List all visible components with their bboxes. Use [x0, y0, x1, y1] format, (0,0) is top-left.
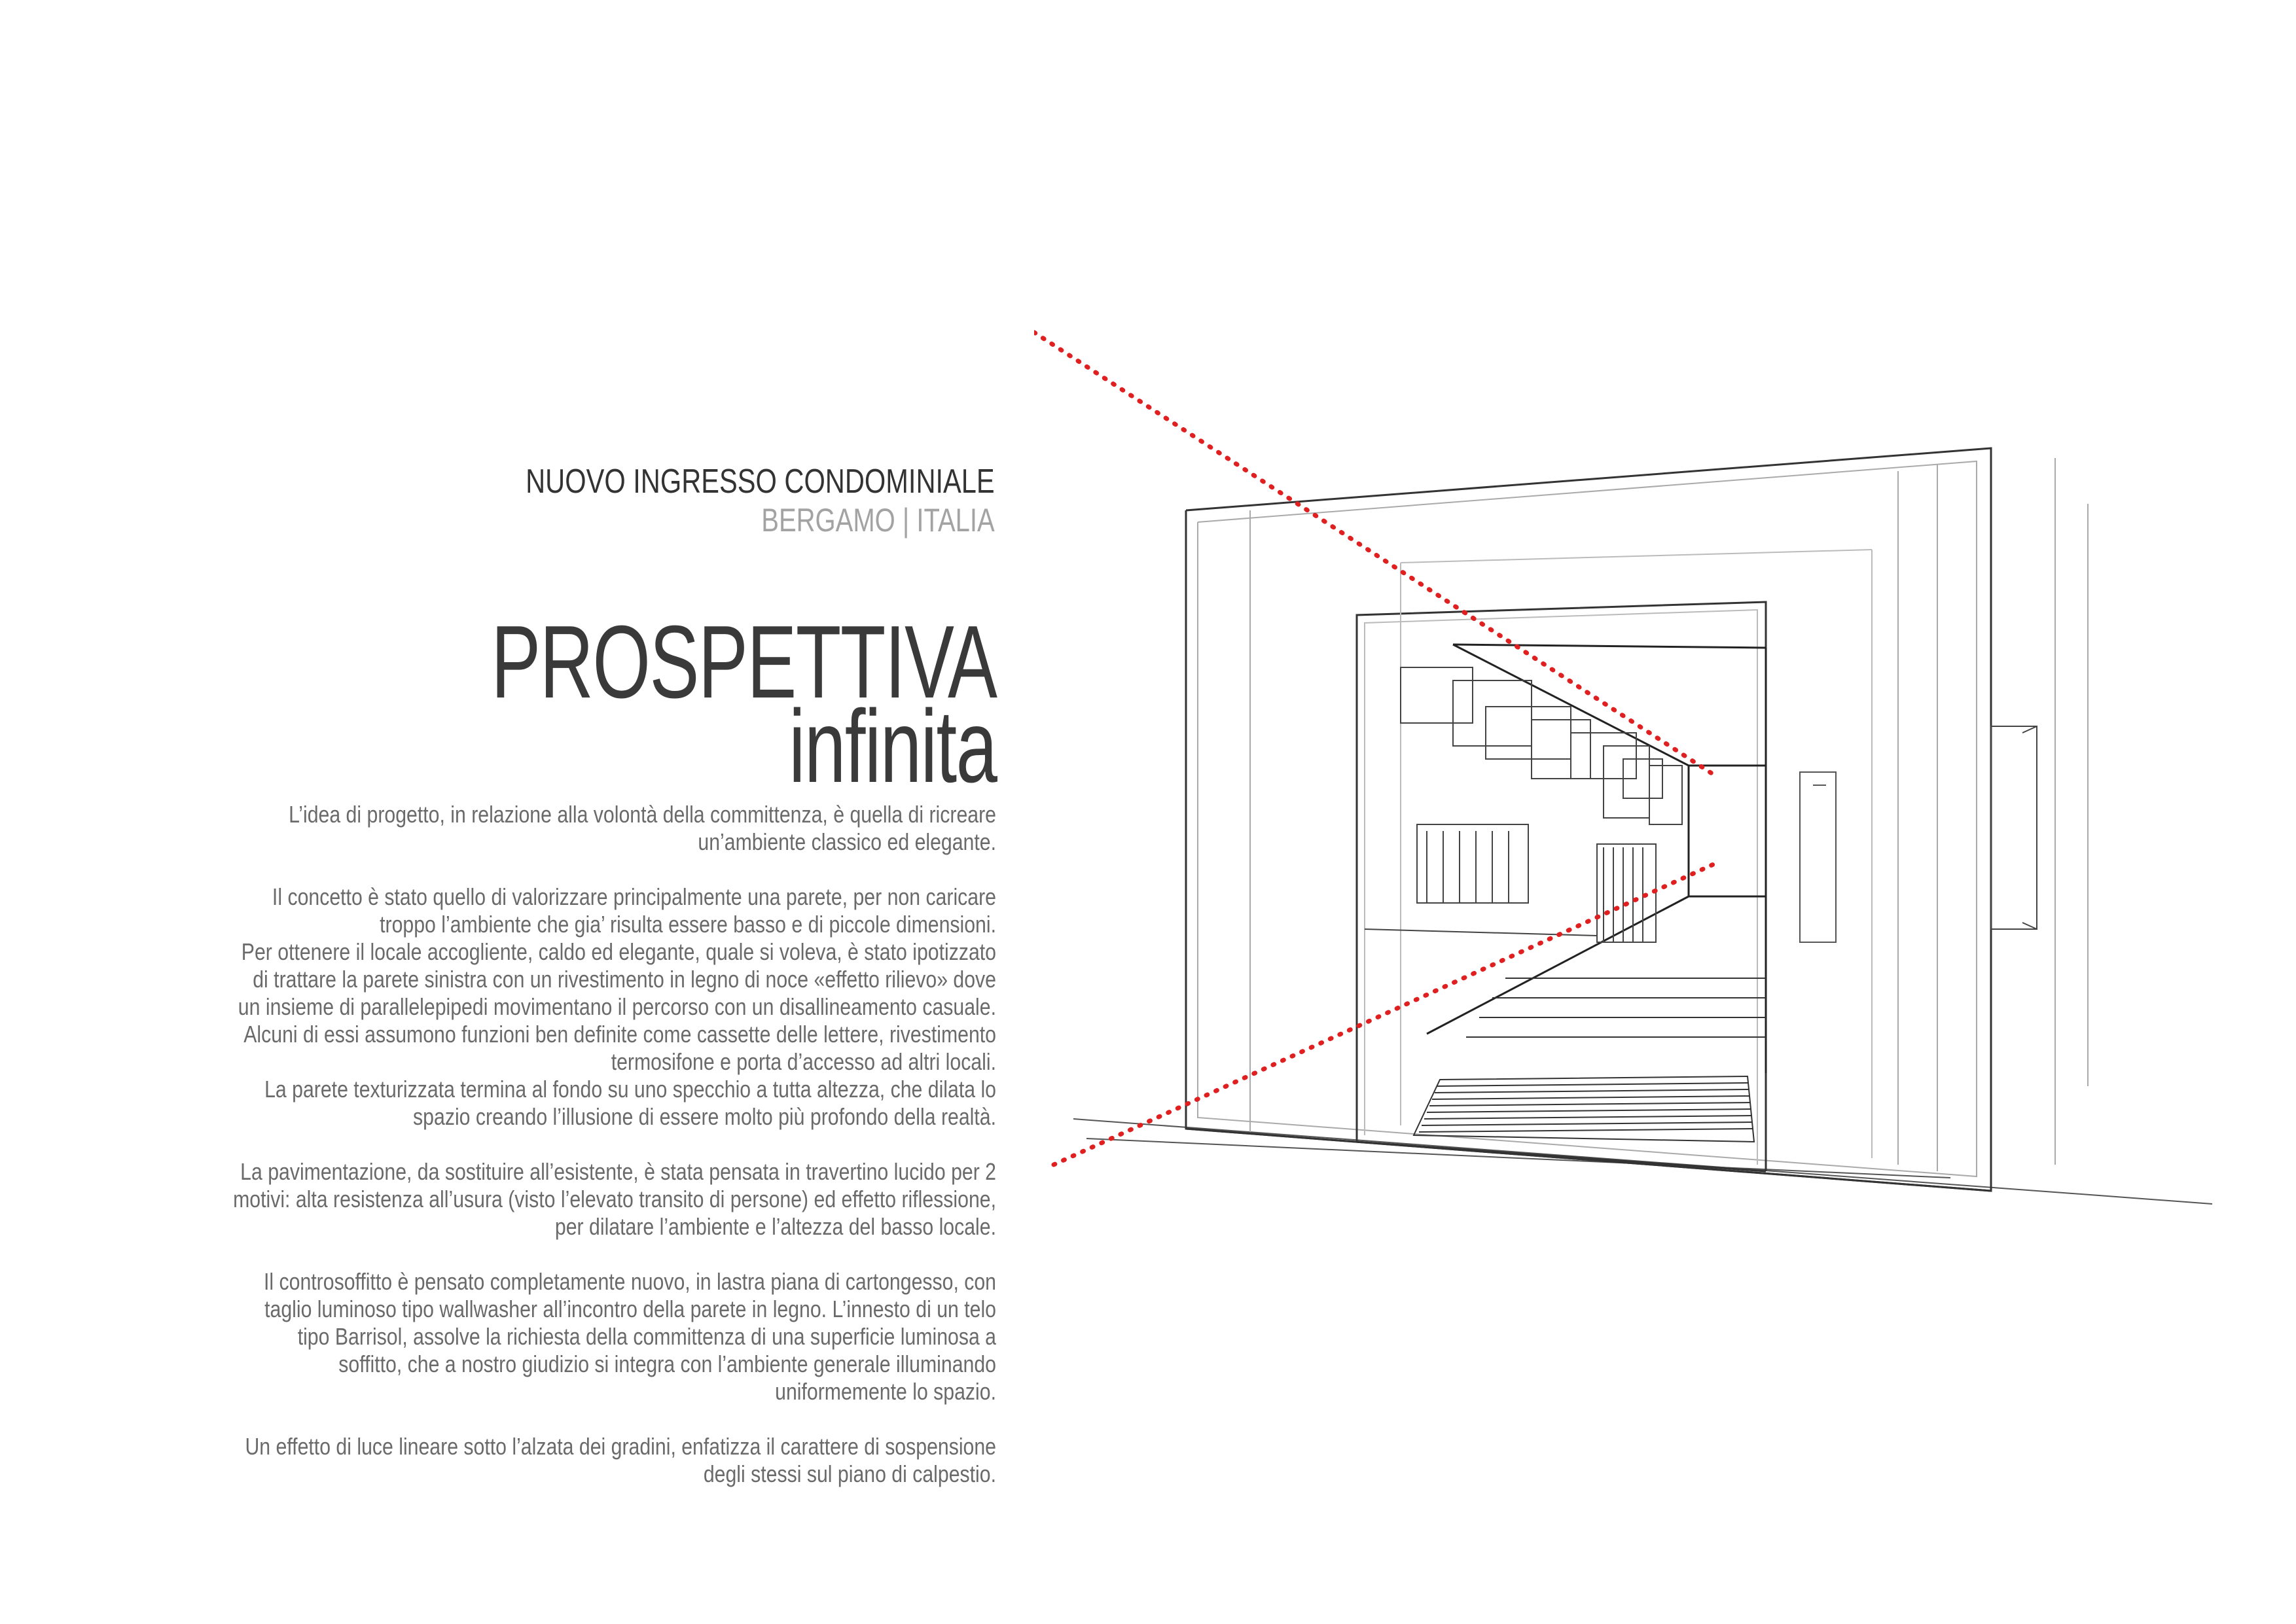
text-line: un insieme di parallelepipedi movimentano il percorso con un disallineamento casuale.: [238, 993, 997, 1020]
outer-frame: [1186, 448, 1991, 1191]
text-line: termosifone e porta d’accesso ad altri locali.: [611, 1048, 996, 1075]
text-line: degli stessi sul piano di calpestio.: [703, 1460, 996, 1487]
text-line: taglio luminoso tipo wallwasher all’incontro della parete in legno. L’innesto di un telo: [264, 1296, 996, 1322]
paragraph-flooring: [14, 1158, 996, 1241]
paragraph-ceiling: [14, 1268, 996, 1405]
text-line: Il concetto è stato quello di valorizzare principalmente una parete, per non caricare: [272, 883, 997, 910]
text-line: Il controsoffitto è pensato completamente nuovo, in lastra piana di cartongesso, con: [264, 1268, 996, 1295]
text-line: La pavimentazione, da sostituire all’esistente, è stata pensata in travertino lucido per 2: [240, 1158, 997, 1185]
text-line: soffitto, che a nostro giudizio si integra con l’ambiente generale illuminando: [338, 1350, 996, 1377]
text-line: Alcuni di essi assumono funzioni ben definite come cassette delle lettere, rivestimento: [243, 1021, 996, 1048]
perspective-guide-lines: [1034, 332, 1715, 1165]
text-line: un’ambiente classico ed elegante.: [698, 828, 996, 855]
door: [1800, 772, 1836, 942]
paragraph-concept: [14, 883, 996, 1131]
text-line: spazio creando l’illusione di essere molto più profondo della realtà.: [413, 1103, 996, 1130]
inner-portal: [1357, 602, 1766, 1171]
text-line: di trattare la parete sinistra con un rivestimento in legno di noce «effetto rilievo» dove: [253, 966, 996, 993]
text-line: Per ottenere il locale accogliente, caldo ed elegante, quale si voleva, è stato ipotizzato: [241, 938, 996, 965]
text-line: troppo l’ambiente che gia’ risulta essere basso e di piccole dimensioni.: [380, 911, 996, 938]
perspective-wireframe-drawing: [1034, 314, 2251, 1230]
sub-title: infinita: [789, 689, 997, 804]
text-line: tipo Barrisol, assolve la richiesta della committenza di una superficie luminosa a: [297, 1323, 996, 1350]
paragraph-lighting: [14, 1433, 996, 1488]
floor-mat: [1414, 1076, 1754, 1142]
paragraph-intro: [14, 801, 996, 856]
text-line: La parete texturizzata termina al fondo su uno specchio a tutta altezza, che dilata lo: [264, 1076, 997, 1103]
text-line: per dilatare l’ambiente e l’altezza del basso locale.: [554, 1213, 996, 1240]
stairs: [1466, 978, 1766, 1037]
project-location: BERGAMO | ITALIA: [761, 502, 995, 538]
inner-portal-faint: [1365, 550, 1872, 1165]
text-line: uniformemente lo spazio.: [775, 1378, 996, 1405]
description-text: [14, 801, 996, 1515]
text-line: L’idea di progetto, in relazione alla volontà della committenza, è quella di ricreare: [289, 801, 996, 828]
title-block: [295, 605, 997, 804]
text-line: motivi: alta resistenza all’usura (visto l’elevato transito di persone) ed effetto riflessione,: [233, 1186, 996, 1212]
project-title: NUOVO INGRESSO CONDOMINIALE: [526, 463, 995, 501]
side-element: [1991, 726, 2037, 929]
main-title: PROSPETTIVA: [491, 605, 997, 720]
text-line: Un effetto di luce lineare sotto l’alzata dei gradini, enfatizza il carattere di sospensione: [245, 1433, 996, 1460]
header-block: [408, 462, 995, 539]
